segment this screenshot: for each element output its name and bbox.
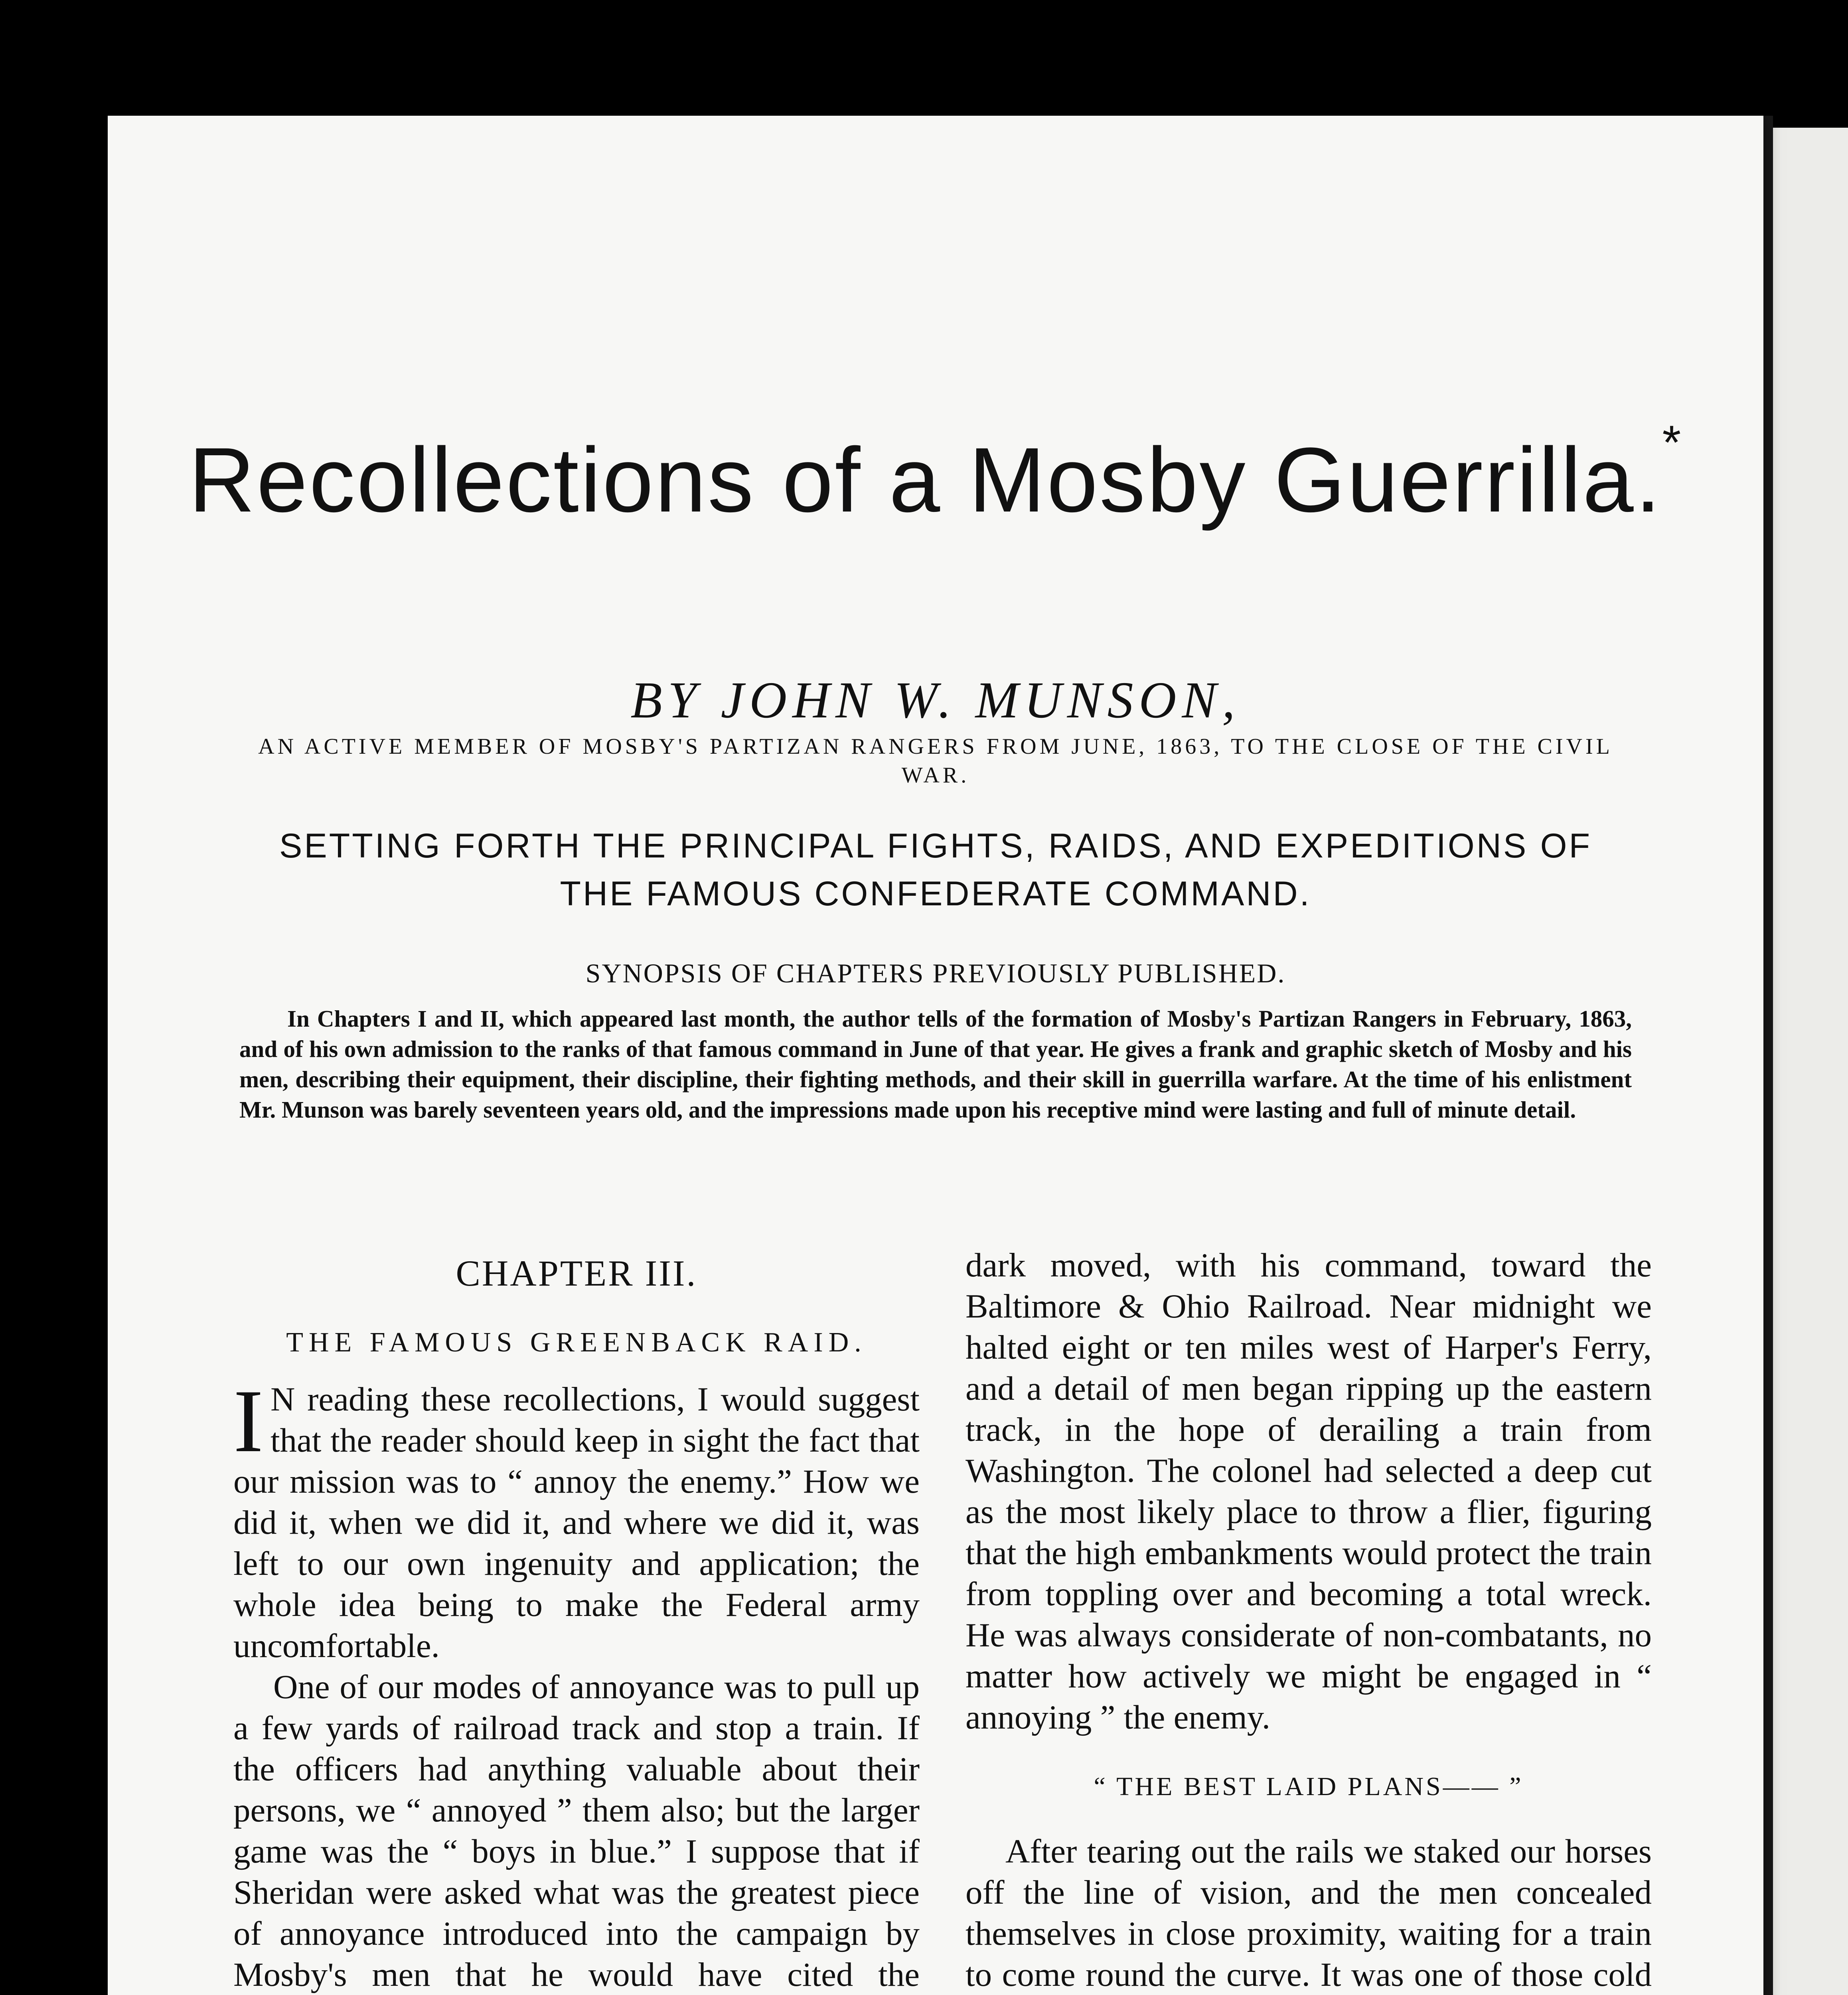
book-spine: [1763, 116, 1773, 1995]
byline: BY JOHN W. MUNSON,: [630, 672, 1241, 729]
synopsis-text: In Chapters I and II, which appeared last month, the author tells of the formation of Mosby's Partizan Rangers in February, 1863, and of his own admission to the ranks of that famous command in June of that year. He gives a frank and graphic sketch of Mosby and his men, describing their equipment, their discipline, their fighting methods, and their skill in guerrilla warfare. At the time of his enlistment Mr. Munson was barely seventeen years old, and the impressions made upon his receptive mind were lasting and full of minute detail.: [239, 1005, 1632, 1123]
paragraph: dark moved, with his command, toward the Baltimore & Ohio Railroad. Near midnight we halted eight or ten miles west of Harper's Ferry, and a detail of men began ripping up the eastern track, in the hope of derailing a train from Washington. The colonel had selected a deep cut as the most likely place to throw a flier, figuring that the high embankments would protect the train from toppling over and becoming a total wreck. He was always considerate of non-combatants, no matter how actively we might be engaged in “ annoying ” the enemy.: [965, 1246, 1652, 1736]
right-column: [965, 1245, 1652, 1995]
synopsis-heading: SYNOPSIS OF CHAPTERS PREVIOUSLY PUBLISHED.: [585, 958, 1286, 988]
drop-cap: I: [233, 1371, 263, 1471]
chapter-heading: CHAPTER III.: [456, 1253, 697, 1294]
synopsis-block: [239, 1003, 1632, 1125]
paragraph: After tearing out the rails we staked our horses off the line of vision, and the men concealed themselves in close proximity, waiting for a train to come round the curve. It was one of those cold: [965, 1833, 1652, 1993]
magazine-page: [108, 116, 1763, 1995]
subsection-heading: “ THE BEST LAID PLANS—— ”: [1094, 1772, 1524, 1801]
adjacent-page: [1771, 128, 1848, 1995]
article-title: Recollections of a Mosby Guerrilla.*: [188, 416, 1683, 531]
title-footnote-mark: *: [1662, 416, 1683, 469]
article-subhead: SETTING FORTH THE PRINCIPAL FIGHTS, RAIDS, AND EXPEDITIONS OF THE FAMOUS CONFEDERATE COMMAND.: [279, 827, 1592, 913]
paragraph: One of our modes of annoyance was to pull up a few yards of railroad track and stop a train. If the officers had anything valuable about their persons, we “ annoyed ” them also; but the larger game was the “ boys in blue.” I suppose that if Sheridan were asked what was the greatest piece of annoyance introduced into the campaign by Mosby's men that he would have cited the: [233, 1668, 920, 1993]
left-column: [233, 1253, 920, 1995]
author-description: AN ACTIVE MEMBER OF MOSBY'S PARTIZAN RANGERS FROM JUNE, 1863, TO THE CLOSE OF THE CIVIL WAR.: [258, 734, 1613, 788]
paragraph: I N reading these recollections, I would suggest that the reader should keep in sight the fact that our mission was to “ annoy the enemy.” How we did it, when we did it, and where we did it, was left to our own ingenuity and application; the whole idea being to make the Federal army uncomfortable.: [233, 1371, 920, 1665]
section-heading: THE FAMOUS GREENBACK RAID.: [286, 1327, 867, 1358]
